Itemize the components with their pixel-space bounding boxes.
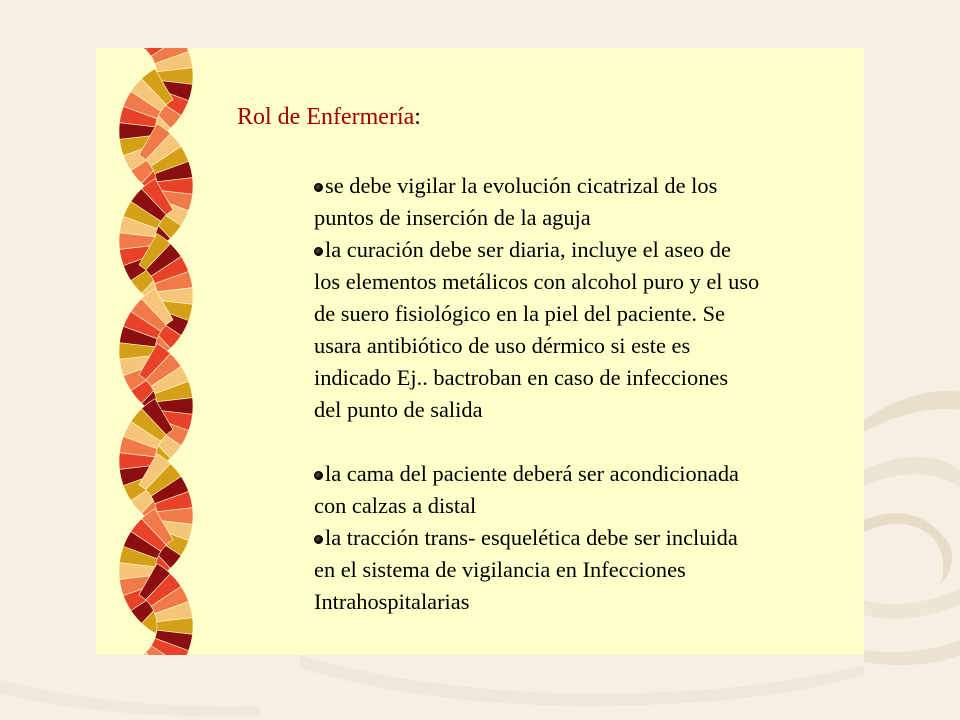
bullet-text-line: Intrahospitalarias [314,589,470,614]
bullet-text-line: la curación debe ser diaria, incluye el aseo de [325,237,731,262]
fan-ribbon-decoration [96,48,226,655]
slide-title-colon: : [414,104,421,130]
bullet-text-line: del punto de salida [314,397,483,422]
bullet-dot-icon [314,247,323,256]
bullet-item [314,522,854,618]
bullet-text-line: los elementos metálicos con alcohol puro y el uso [314,269,760,294]
bullet-item [314,170,854,234]
bullet-text-line: la cama del paciente deberá ser acondicionada [325,461,739,486]
bullet-list [314,170,854,618]
bullet-text-line: usara antibiótico de uso dérmico si este es [314,333,691,358]
slide-content-area [96,48,864,655]
bullet-text-line: con calzas a distal [314,493,477,518]
bullet-dot-icon [314,471,323,480]
bullet-text-line: la tracción trans- esquelética debe ser incluida [325,525,738,550]
bullet-text-line: indicado Ej.. bactroban en caso de infecciones [314,365,729,390]
bullet-dot-icon [314,183,323,192]
bullet-text-line: de suero fisiológico en la piel del paciente. Se [314,301,725,326]
bullet-text-line: en el sistema de vigilancia en Infecciones [314,557,686,582]
bullet-item [314,458,854,522]
bullet-item [314,234,854,426]
slide-title [237,102,421,132]
slide-title-main: Rol de Enfermería [237,104,415,130]
bullet-text-line: se debe vigilar la evolución cicatrizal de los [325,173,718,198]
bullet-text-line: puntos de inserción de la aguja [314,205,591,230]
bullet-dot-icon [314,535,323,544]
